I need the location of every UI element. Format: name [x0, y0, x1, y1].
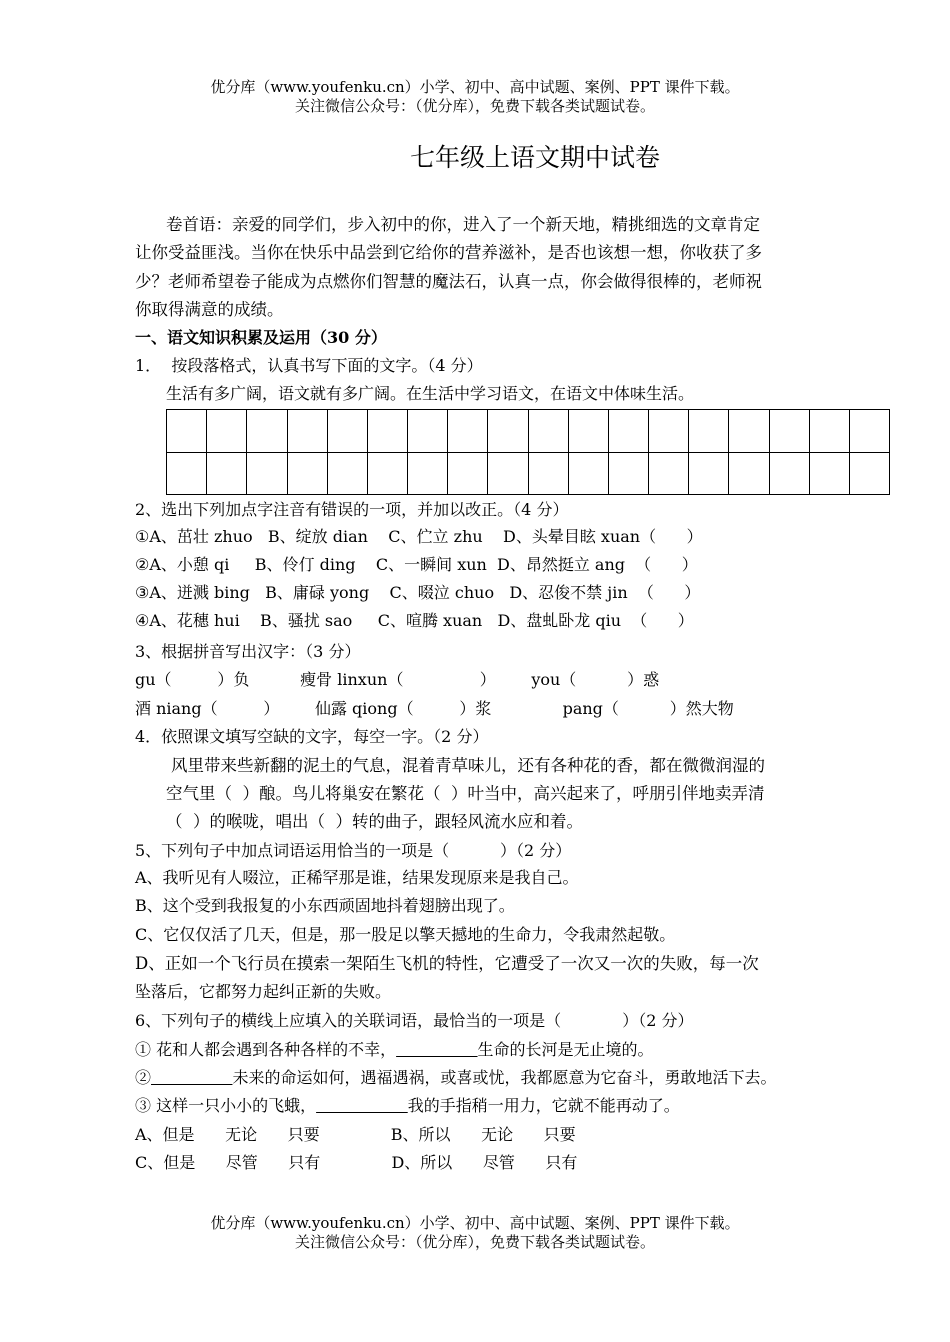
q5-option-a: A、我听见有人啜泣，正稀罕那是谁，结果发现原来是我自己。: [135, 868, 579, 887]
q6-sentence-3: ③ 这样一只小小的飞蛾， 我的手指稍一用力，它就不能再动了。: [135, 1096, 680, 1115]
header-line-2: 关注微信公众号：（优分库），免费下载各类试题试卷。: [294, 97, 655, 115]
preface-line-3: 少？老师希望卷子能成为点燃你们智慧的魔法石，认真一点，你会做得很棒的，老师祝: [135, 272, 762, 291]
q4-line-1: 风里带来些新翻的泥土的气息，混着青草味儿，还有各种花的香，都在微微润湿的: [171, 756, 765, 775]
footer-line-2: 关注微信公众号：（优分库），免费下载各类试题试卷。: [294, 1233, 655, 1251]
q6-sentence-2: ② 未来的命运如何，遇福遇祸，或喜或忧，我都愿意为它奋斗，勇敢地活下去。: [135, 1068, 777, 1087]
q2-title: 2、选出下列加点字注音有错误的一项，并加以改正。（4 分）: [135, 500, 569, 519]
q4-line-2: 空气里（ ）酿。鸟儿将巢安在繁花（ ）叶当中，高兴起来了，呼朋引伴地卖弄清: [166, 784, 765, 803]
q6-options-ab: A、但是 无论 只要 B、所以 无论 只要: [135, 1125, 576, 1144]
footer-line-1: 优分库（www.youfenku.cn）小学、初中、高中试题、案例、PPT 课件下载。: [210, 1214, 740, 1232]
preface-line-2: 让你受益匪浅。当你在快乐中品尝到它给你的营养滋补，是否也该想一想，你收获了多: [135, 243, 762, 262]
header-line-1: 优分库（www.youfenku.cn）小学、初中、高中试题、案例、PPT 课件下载。: [210, 78, 740, 96]
q5-option-d-line-1: D、正如一个飞行员在摸索一架陌生飞机的特性，它遭受了一次又一次的失败，每一次: [135, 954, 759, 973]
q3-title: 3、根据拼音写出汉字：（3 分）: [135, 642, 361, 661]
q1-title: 1． 按段落格式，认真书写下面的文字。（4 分）: [135, 356, 483, 375]
q6-title: 6、下列句子的横线上应填入的关联词语，最恰当的一项是（ ）（2 分）: [135, 1011, 694, 1030]
writing-grid[interactable]: [166, 409, 890, 495]
q5-title: 5、下列句子中加点词语运用恰当的一项是（ ）（2 分）: [135, 841, 572, 860]
preface-line-1: 卷首语：亲爱的同学们，步入初中的你，进入了一个新天地，精挑细选的文章肯定: [166, 215, 760, 234]
q6-options-cd: C、但是 尽管 只有 D、所以 尽管 只有: [135, 1153, 578, 1172]
preface-line-4: 你取得满意的成绩。: [135, 300, 284, 319]
q5-option-c: C、它仅仅活了几天，但是，那一股足以擎天撼地的生命力，令我肃然起敬。: [135, 925, 676, 944]
q6-sentence-1: ① 花和人都会遇到各种各样的不幸， 生命的长河是无止境的。: [135, 1040, 654, 1059]
q1-text: 生活有多广阔，语文就有多广阔。在生活中学习语文，在语文中体味生活。: [166, 384, 695, 403]
q3-row-1: gu（ ）负 瘦骨 linxun（ ） you（ ）惑: [135, 670, 660, 689]
q4-title: 4．依照课文填写空缺的文字，每空一字。（2 分）: [135, 727, 489, 746]
page-title: 七年级上语文期中试卷: [409, 143, 660, 172]
q2-row-1: ①A、茁壮 zhuo B、绽放 dian C、伫立 zhu D、头晕目眩 xuan（ ）: [135, 527, 703, 546]
section-1-heading: 一、语文知识积累及运用（30 分）: [135, 328, 387, 347]
q2-row-2: ②A、小憩 qi B、伶仃 ding C、一瞬间 xun D、昂然挺立 ang （ ）: [135, 555, 698, 574]
q2-row-3: ③A、迸溅 bing B、庸碌 yong C、啜泣 chuo D、忍俊不禁 jin （ ）: [135, 583, 701, 602]
q2-row-4: ④A、花穗 hui B、骚扰 sao C、喧腾 xuan D、盘虬卧龙 qiu （ ）: [135, 611, 694, 630]
q5-option-d-line-2: 坠落后，它都努力起纠正新的失败。: [135, 982, 392, 1001]
q3-row-2: 酒 niang（ ） 仙露 qiong（ ）浆 pang（ ）然大物: [135, 699, 734, 718]
q5-option-b: B、这个受到我报复的小东西顽固地抖着翅膀出现了。: [135, 896, 515, 915]
q4-line-3: （ ）的喉咙，唱出（ ）转的曲子，跟轻风流水应和着。: [166, 812, 583, 831]
